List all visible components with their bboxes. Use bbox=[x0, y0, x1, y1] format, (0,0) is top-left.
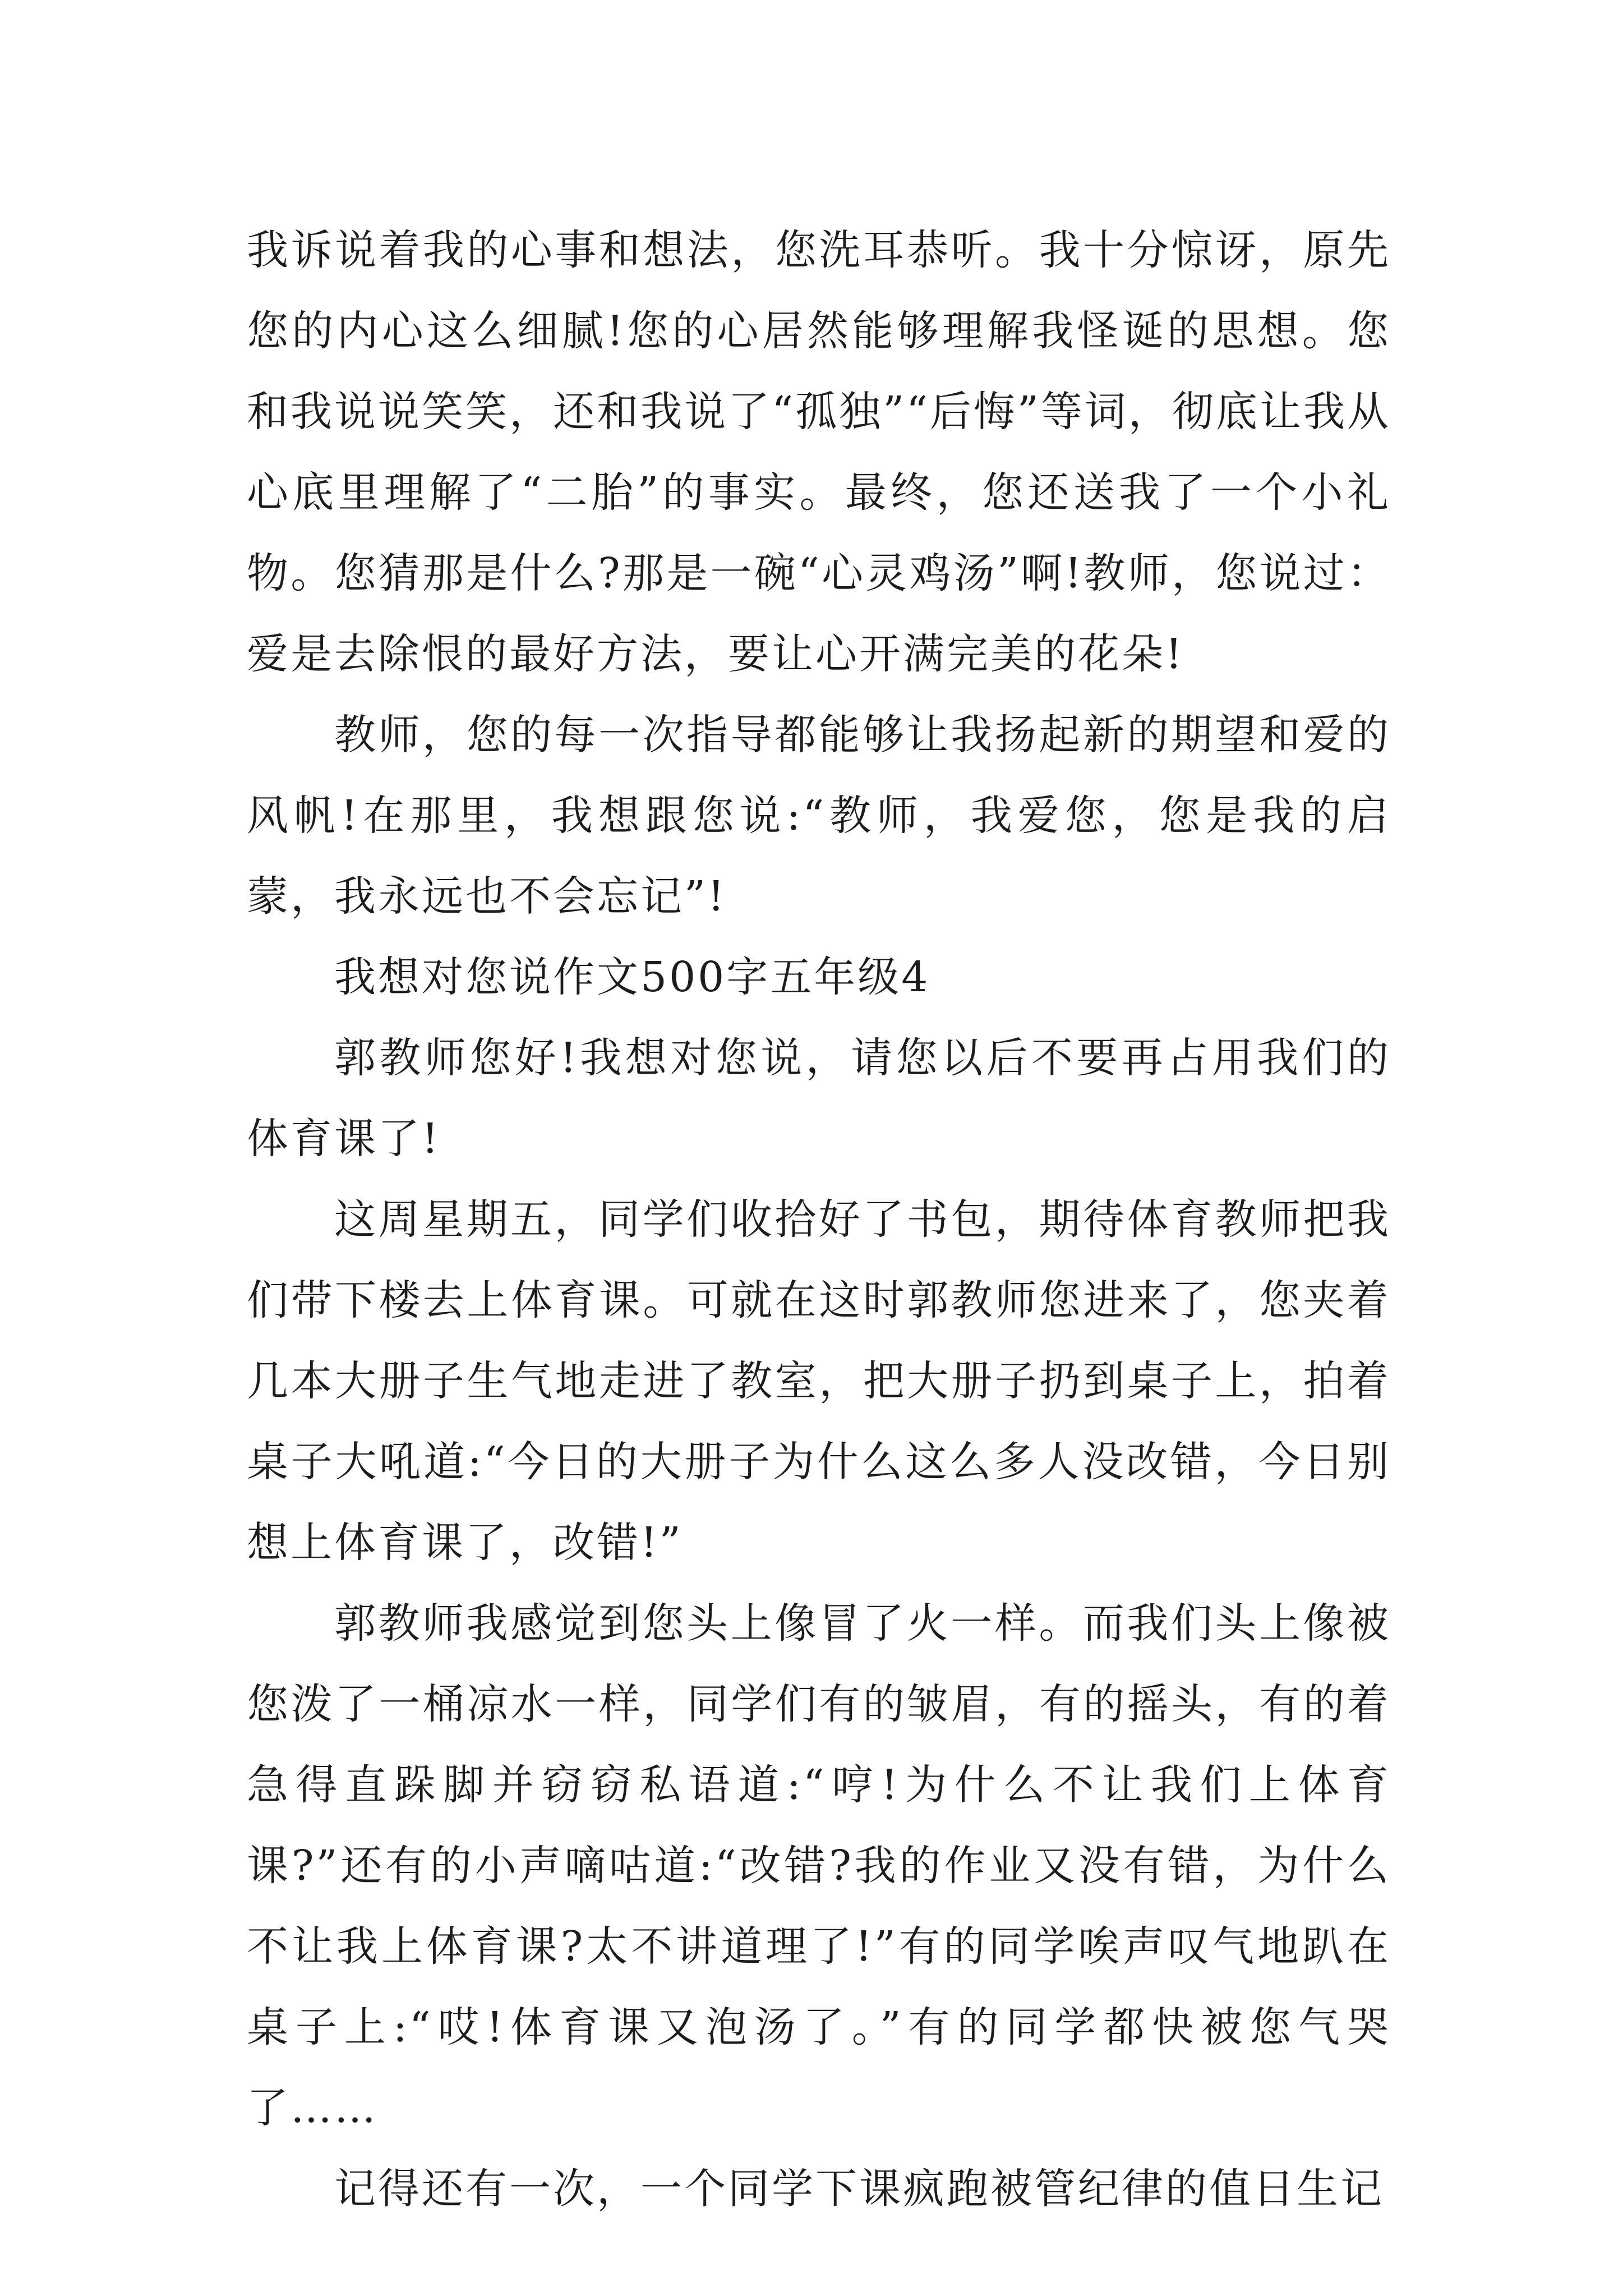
paragraph-5: 这周星期五，同学们收拾好了书包，期待体育教师把我们带下楼去上体育课。可就在这时郭教师您进来了，您夹着几本大册子生气地走进了教室，把大册子扔到桌子上，拍着桌子大吼道:“今日的大册子为什么这么多人没改错，今日别想上体育课了，改错!” bbox=[247, 1195, 1391, 1567]
paragraph-7: 记得还有一次，一个同学下课疯跑被管纪律的值日生记 bbox=[334, 2165, 1384, 2213]
paragraph-2: 教师，您的每一次指导都能够让我扬起新的期望和爱的风帆!在那里，我想跟您说:“教师，我爱您，您是我的启蒙，我永远也不会忘记”! bbox=[247, 711, 1391, 921]
paragraph-4: 郭教师您好!我想对您说，请您以后不要再占用我们的体育课了! bbox=[247, 1034, 1391, 1163]
paragraph-6: 郭教师我感觉到您头上像冒了火一样。而我们头上像被您泼了一桶凉水一样，同学们有的皱眉，有的摇头，有的着急得直跺脚并窃窃私语道:“哼!为什么不让我们上体育课?”还有的小声嘀咕道:“改错?我的作业又没有错，为什么不让我上体育课?太不讲道理了!”有的同学唉声叹气地趴在桌子上:“哎!体育课又泡汤了。”有的同学都快被您气哭了…… bbox=[247, 1599, 1391, 2132]
document-body bbox=[247, 210, 1391, 2229]
section-heading: 我想对您说作文500字五年级4 bbox=[334, 953, 930, 1001]
paragraph-1: 我诉说着我的心事和想法，您洗耳恭听。我十分惊讶，原先您的内心这么细腻!您的心居然能够理解我怪诞的思想。您和我说说笑笑，还和我说了“孤独”“后悔”等词，彻底让我从心底里理解了“二胎”的事实。最终，您还送我了一个小礼物。您猜那是什么?那是一碗“心灵鸡汤”啊!教师，您说过：爱是去除恨的最好方法，要让心开满完美的花朵! bbox=[247, 226, 1391, 678]
